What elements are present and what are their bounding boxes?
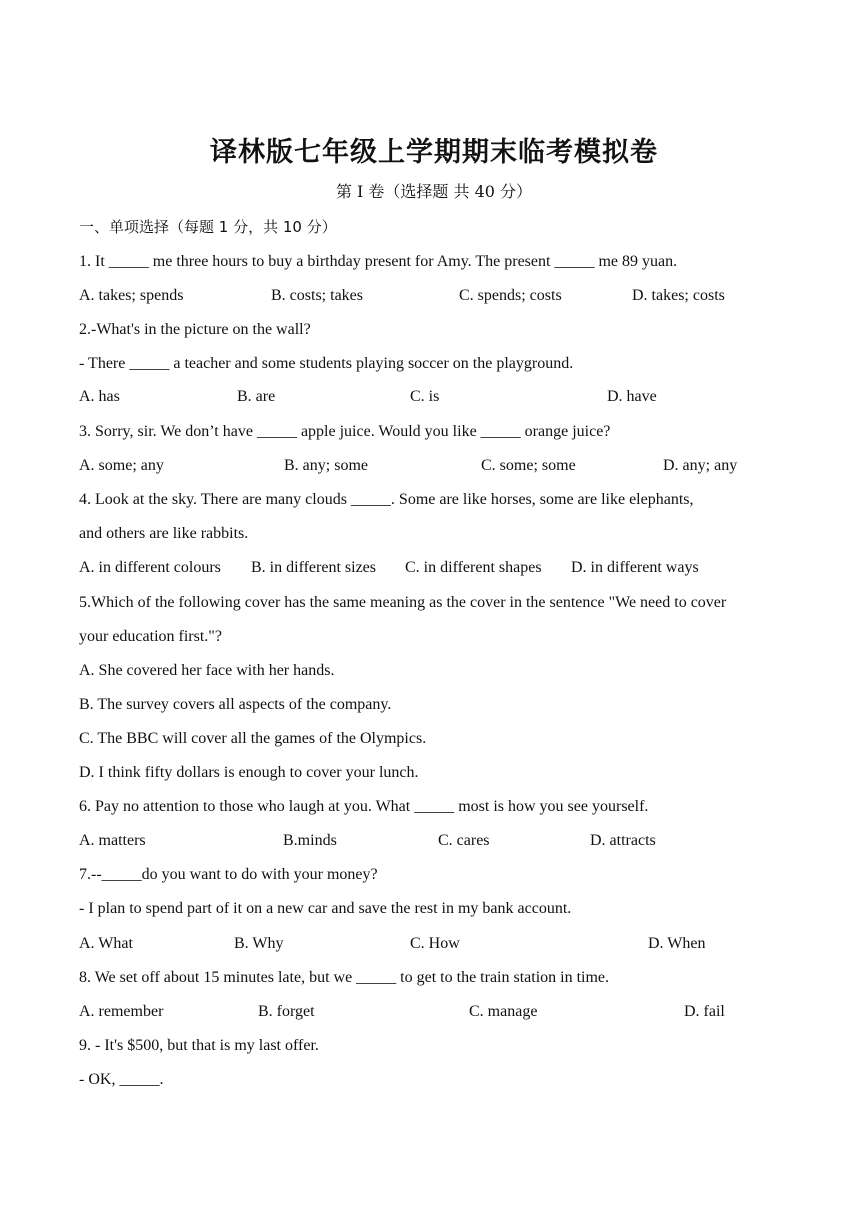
question-6-option-c: C. cares: [438, 832, 490, 849]
question-7-line2: - I plan to spend part of it on a new car and save the rest in my bank account.: [79, 900, 572, 917]
question-8-stem: 8. We set off about 15 minutes late, but we _____ to get to the train station in time.: [79, 969, 610, 986]
question-4-stem: 4. Look at the sky. There are many clouds _____. Some are like horses, some are like elephants,: [79, 491, 694, 508]
question-1-option-c: C. spends; costs: [459, 287, 562, 304]
question-8-option-d: D. fail: [684, 1003, 725, 1020]
question-4-option-c: C. in different shapes: [405, 559, 542, 576]
question-4-option-b: B. in different sizes: [251, 559, 377, 576]
question-9-stem: 9. - It's $500, but that is my last offer.: [79, 1037, 319, 1054]
question-7-option-b: B. Why: [234, 935, 284, 952]
question-8-option-c: C. manage: [469, 1003, 538, 1020]
section-heading: 一、单项选择（每题 1 分，共 10 分）: [79, 218, 337, 236]
question-7-option-d: D. When: [648, 935, 706, 952]
question-1-stem: 1. It _____ me three hours to buy a birthday present for Amy. The present _____ me 89 yuan.: [79, 253, 678, 270]
question-6-option-a: A. matters: [79, 832, 146, 849]
question-5-option-d: D. I think fifty dollars is enough to cover your lunch.: [79, 764, 419, 781]
page-title: 译林版七年级上学期期末临考模拟卷: [210, 137, 658, 168]
question-3-option-d: D. any; any: [663, 457, 738, 474]
question-6-stem: 6. Pay no attention to those who laugh at you. What _____ most is how you see yourself.: [79, 798, 649, 815]
question-8-option-b: B. forget: [258, 1003, 315, 1020]
question-2-line2: - There _____ a teacher and some students playing soccer on the playground.: [79, 355, 574, 372]
question-6-option-d: D. attracts: [590, 832, 656, 849]
question-5-option-c: C. The BBC will cover all the games of the Olympics.: [79, 730, 427, 747]
question-3-stem: 3. Sorry, sir. We don’t have _____ apple juice. Would you like _____ orange juice?: [79, 423, 611, 440]
question-2-stem: 2.-What's in the picture on the wall?: [79, 321, 311, 338]
question-4-option-a: A. in different colours: [79, 559, 221, 576]
question-2-option-b: B. are: [237, 388, 276, 405]
question-2-option-d: D. have: [607, 388, 657, 405]
question-3-option-c: C. some; some: [481, 457, 576, 474]
question-1-option-b: B. costs; takes: [271, 287, 363, 304]
question-4-line2: and others are like rabbits.: [79, 525, 249, 542]
question-9-line2: - OK, _____.: [79, 1071, 164, 1088]
question-7-option-c: C. How: [410, 935, 460, 952]
page-subtitle: 第 Ⅰ 卷（选择题 共 40 分）: [335, 182, 533, 201]
question-4-option-d: D. in different ways: [571, 559, 699, 576]
question-2-option-c: C. is: [410, 388, 440, 405]
question-3-option-b: B. any; some: [284, 457, 368, 474]
question-6-option-b: B.minds: [283, 832, 337, 849]
question-5-stem: 5.Which of the following cover has the same meaning as the cover in the sentence "We need to cover: [79, 594, 727, 611]
question-7-option-a: A. What: [79, 935, 133, 952]
question-2-option-a: A. has: [79, 388, 120, 405]
question-1-option-a: A. takes; spends: [79, 287, 184, 304]
question-3-option-a: A. some; any: [79, 457, 164, 474]
question-1-option-d: D. takes; costs: [632, 287, 725, 304]
question-5-option-b: B. The survey covers all aspects of the company.: [79, 696, 392, 713]
question-7-stem: 7.--_____do you want to do with your money?: [79, 866, 378, 883]
question-5-line2: your education first."?: [79, 628, 222, 645]
question-8-option-a: A. remember: [79, 1003, 164, 1020]
question-5-option-a: A. She covered her face with her hands.: [79, 662, 335, 679]
